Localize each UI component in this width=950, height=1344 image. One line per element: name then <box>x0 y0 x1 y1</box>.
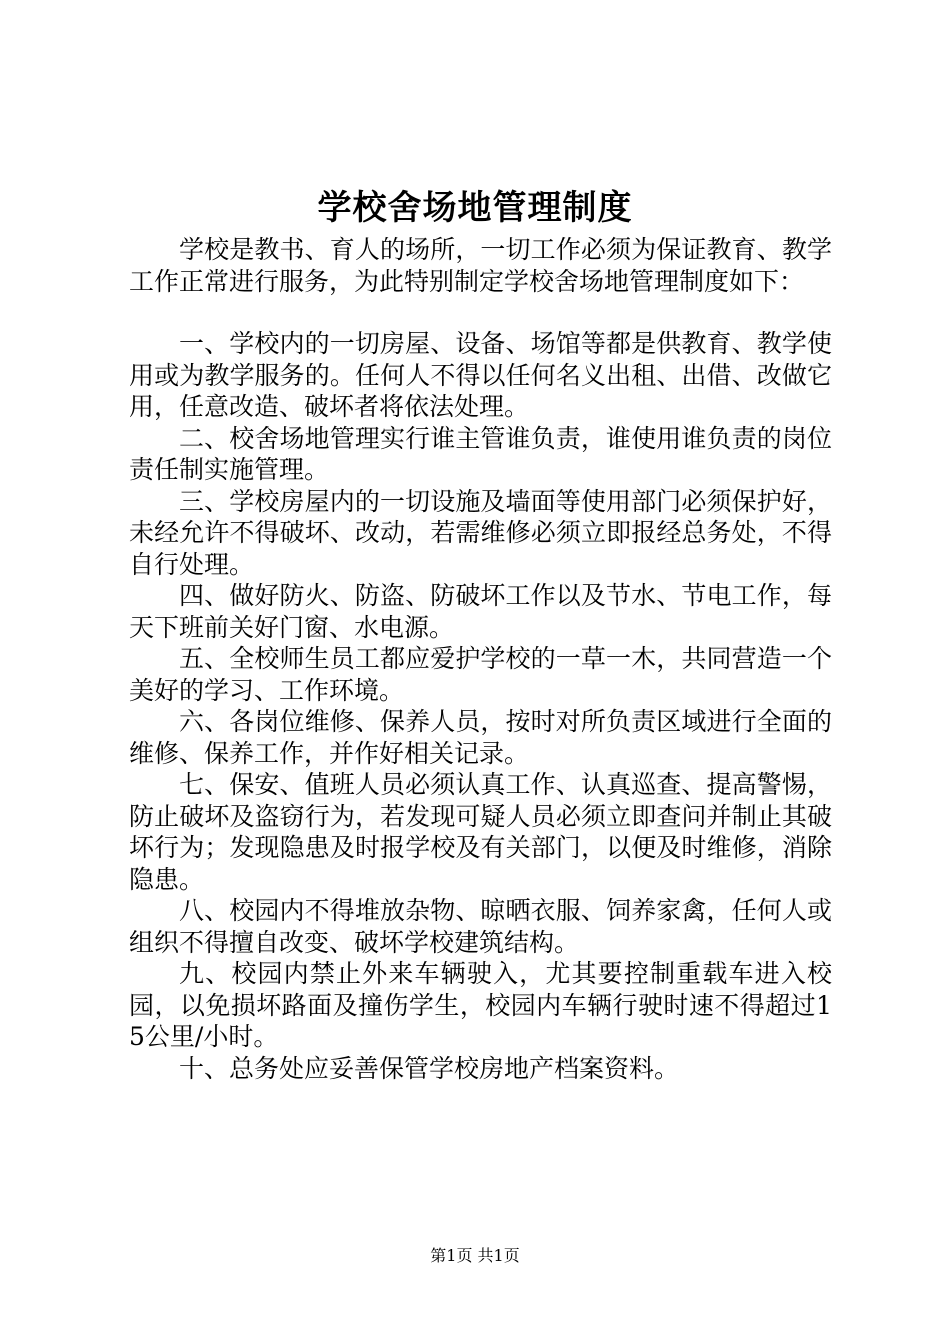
document-body <box>129 234 832 1084</box>
article-7: 七、保安、值班人员必须认真工作、认真巡查、提高警惕，防止破坏及盗窃行为，若发现可疑人员必须立即查问并制止其破坏行为；发现隐患及时报学校及有关部门，以便及时维修，消除隐患。 <box>129 770 832 894</box>
article-8: 八、校园内不得堆放杂物、晾晒衣服、饲养家禽，任何人或组织不得擅自改变、破坏学校建筑结构。 <box>129 896 832 957</box>
intro-paragraph: 学校是教书、育人的场所，一切工作必须为保证教育、教学工作正常进行服务，为此特别制定学校舍场地管理制度如下： <box>129 235 832 296</box>
article-9: 九、校园内禁止外来车辆驶入，尤其要控制重载车进入校园，以免损坏路面及撞伤学生，校园内车辆行驶时速不得超过15公里/小时。 <box>129 959 832 1051</box>
article-6: 六、各岗位维修、保养人员，按时对所负责区域进行全面的维修、保养工作，并作好相关记录。 <box>129 707 832 768</box>
article-4: 四、做好防火、防盗、防破坏工作以及节水、节电工作，每天下班前关好门窗、水电源。 <box>129 581 832 642</box>
article-5: 五、全校师生员工都应爱护学校的一草一木，共同营造一个美好的学习、工作环境。 <box>129 644 832 705</box>
document-title: 学校舍场地管理制度 <box>317 188 633 228</box>
article-1: 一、学校内的一切房屋、设备、场馆等都是供教育、教学使用或为教学服务的。任何人不得以任何名义出租、出借、改做它用，任意改造、破坏者将依法处理。 <box>129 329 832 421</box>
article-3: 三、学校房屋内的一切设施及墙面等使用部门必须保护好，未经允许不得破坏、改动，若需维修必须立即报经总务处，不得自行处理。 <box>129 486 832 579</box>
page-footer: 第1页 共1页 <box>430 1246 520 1265</box>
article-2: 二、校舍场地管理实行谁主管谁负责，谁使用谁负责的岗位责任制实施管理。 <box>129 423 832 484</box>
article-10: 十、总务处应妥善保管学校房地产档案资料。 <box>179 1053 680 1083</box>
